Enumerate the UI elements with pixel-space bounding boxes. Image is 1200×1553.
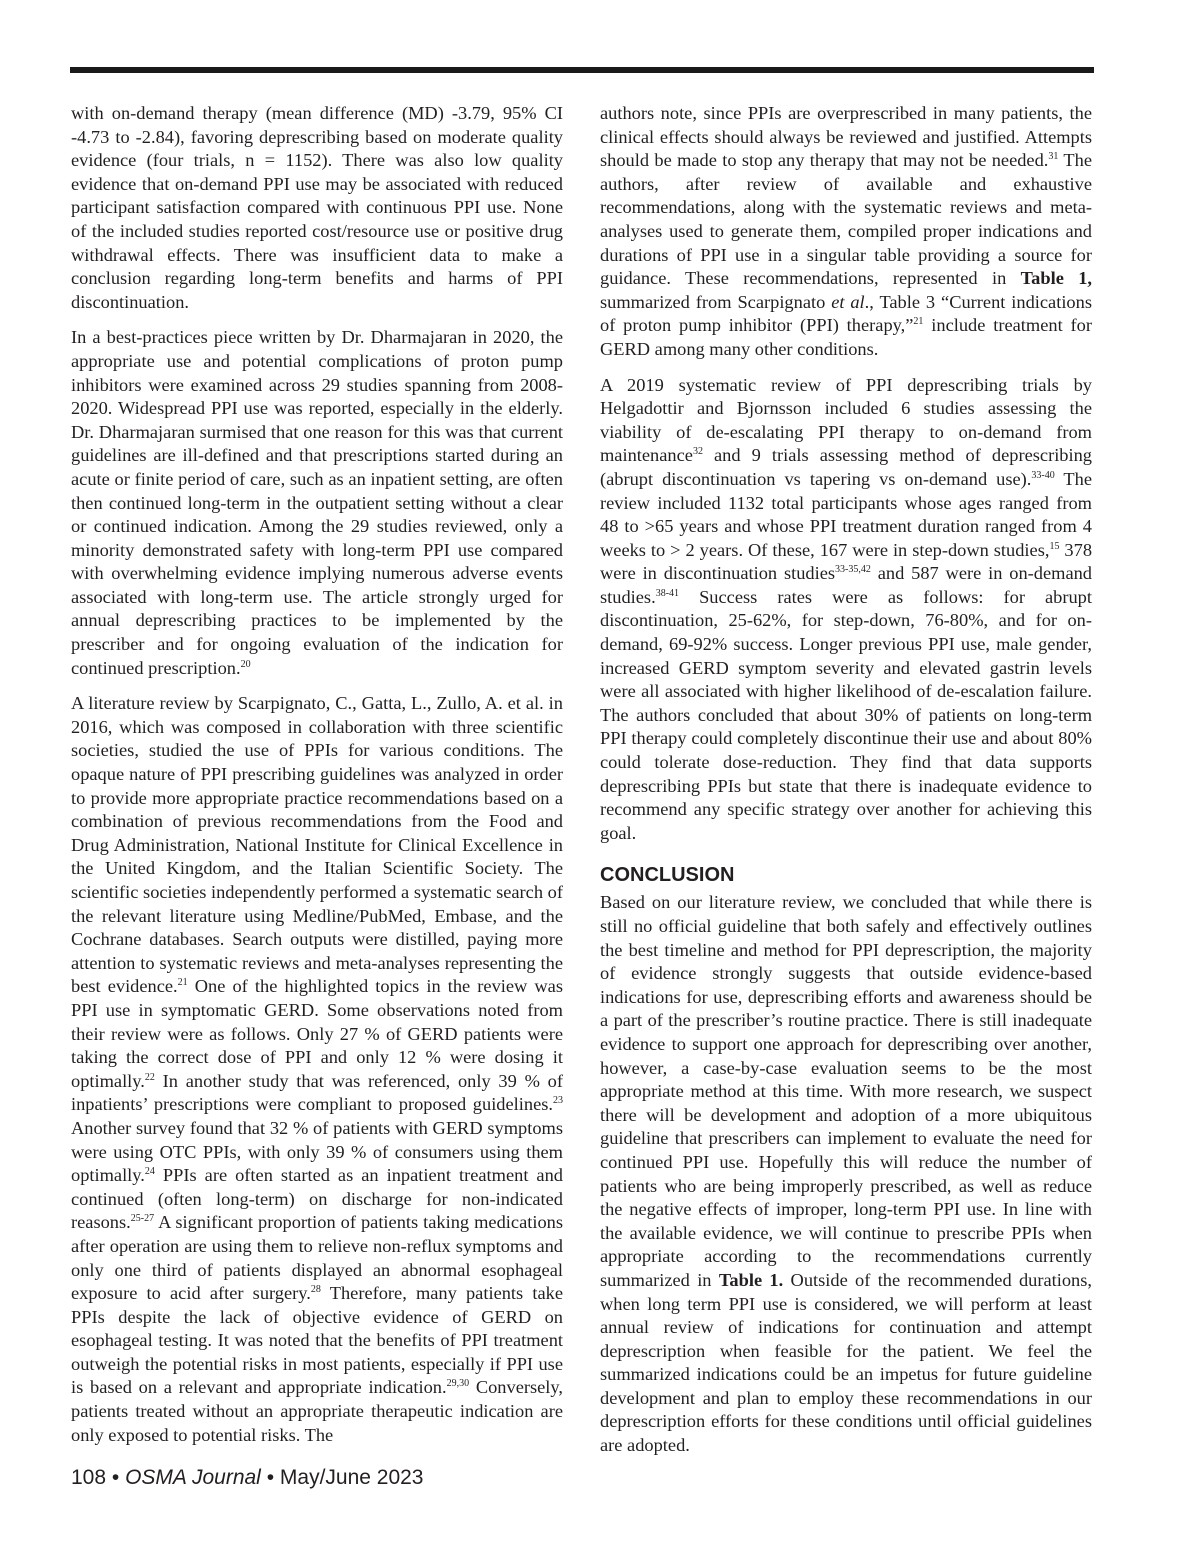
- paragraph-dharmajaran: In a best-practices piece written by Dr. Dharmajaran in 2020, the appropriate use and potential complications of proton pump inhibitors were examined across 29 studies spanning from 2008-2020. Widespread PPI use was reported, especially in the elderly. Dr. Dharmajaran surmised that one reason for this was that current guidelines are ill-defined and that prescriptions started during an acute or finite period of care, such as an inpatient setting, are often then continued long-term in the outpatient setting without a clear or continued indication. Among the 29 studies reviewed, only a minority demonstrated safety with long-term PPI use compared with overwhelming evidence implying numerous adverse events associated with long-term use. The article strongly urged for annual deprescribing practices to be implemented by the prescriber and for ongoing evaluation of the indication for continued prescription.$^{20}$: [71, 327, 563, 678]
- conclusion-heading: CONCLUSION: [600, 864, 735, 887]
- paragraph-helgadottir-review: A 2019 systematic review of PPI deprescribing trials by Helgadottir and Bjornsson included 6 studies assessing the viability of de-escalating PPI therapy to on-demand from maintenance$^{32}$ and 9 trials assessing method of deprescribing (abrupt discontinuation vs tapering vs on-demand use).$^{33-40}$ The review included 1132 total participants whose ages ranged from 48 to >65 years and whose PPI treatment duration ranged from 4 weeks to > 2 years. Of these, 167 were in step-down studies,$^{15}$ 378 were in discontinuation studies$^{33-35,42}$ and 587 were in on-demand studies.$^{38-41}$ Success rates were as follows: for abrupt discontinuation, 25-62%, for step-down, 76-80%, and for on-demand, 69-92% success. Longer previous PPI use, male gender, increased GERD symptom severity and elevated gastrin levels were all associated with higher likelihood of de-escalation failure. The authors concluded that about 30% of patients on long-term PPI therapy could completely discontinue their use and about 80% could tolerate dose-reduction. They find that data supports deprescribing PPIs but state that there is inadequate evidence to recommend any specific strategy over another for achieving this goal.: [600, 374, 1093, 843]
- citation-ref: 29,30: [446, 1378, 470, 1390]
- page-footer: 108 • OSMA Journal • May/June 2023: [71, 1466, 424, 1489]
- citation-ref: 31: [1048, 151, 1059, 163]
- table-reference: Table 1,: [1020, 268, 1092, 289]
- journal-name: OSMA Journal: [125, 1466, 261, 1489]
- citation-ref: 21: [913, 316, 924, 328]
- citation-ref: 24: [144, 1166, 155, 1178]
- citation-ref: 23: [553, 1095, 563, 1107]
- right-column: [600, 102, 1092, 1470]
- page-number: 108: [71, 1466, 107, 1489]
- table-reference: Table 1.: [718, 1269, 784, 1290]
- citation-ref: 28: [310, 1284, 321, 1296]
- citation-ref: 32: [692, 446, 703, 458]
- left-column: [71, 102, 563, 1459]
- paragraph-ondemand-results: with on-demand therapy (mean difference (MD) -3.79, 95% CI -4.73 to -2.84), favoring deprescribing based on moderate quality evidence (four trials, n = 1152). There was also low quality evidence that on-demand PPI use may be associated with reduced participant satisfaction compared with continuous PPI use. None of the included studies reported cost/resource use or positive drug withdrawal effects. There was insufficient data to make a conclusion regarding long-term benefits and harms of PPI discontinuation.: [71, 103, 563, 312]
- citation-ref: 20: [240, 658, 251, 670]
- header-rule: [70, 67, 1094, 73]
- issue-date: May/June 2023: [279, 1466, 424, 1489]
- citation-ref: 22: [144, 1071, 155, 1083]
- paragraph-scarpignato: A literature review by Scarpignato, C., Gatta, L., Zullo, A. et al. in 2016, which was composed in collaboration with three scientific societies, studied the use of PPIs for various conditions. The opaque nature of PPI prescribing guidelines was analyzed in order to provide more appropriate practice recommendations based on a combination of previous recommendations from the Food and Drug Administration, National Institute for Clinical Excellence in the United Kingdom, and the Italian Scientific Society. The scientific societies independently performed a systematic search of the relevant literature using Medline/PubMed, Embase, and the Cochrane databases. Search outputs were distilled, paying more attention to systematic reviews and meta-analyses representing the best evidence.$^{21}$ One of the highlighted topics in the review was PPI use in symptomatic GERD. Some observations noted from their review were as follows. Only 27 % of GERD patients were taking the correct dose of PPI and only 12 % were dosing it optimally.$^{22}$ In another study that was referenced, only 39 % of inpatients’ prescriptions were compliant to proposed guidelines.$^{23}$ Another survey found that 32 % of patients with GERD symptoms were using OTC PPIs, with only 39 % of consumers using them optimally.$^{24}$ PPIs are often started as an inpatient treatment and continued (often long-term) on discharge for non-indicated reasons.$^{25-27}$ A significant proportion of patients taking medications after operation are using them to relieve non-reflux symptoms and only one third of patients displayed an abnormal esophageal exposure to acid after surgery.$^{28}$ Therefore, many patients take PPIs despite the lack of objective evidence of GERD on esophageal testing. It was noted that the benefits of PPI treatment outweigh the potential risks in most patients, especially if PPI use is based on a relevant and appropriate indication.$^{29,30}$ Conversely, patients treated without an appropriate therapeutic indication are only exposed to potential risks. The: [71, 693, 564, 1445]
- citation-ref: 38-41: [655, 587, 680, 599]
- paragraph-authors-note: authors note, since PPIs are overprescribed in many patients, the clinical effects should always be reviewed and justified. Attempts should be made to stop any therapy that may not be needed.$^{31}$ The authors, after review of available and exhaustive recommendations, along with the systematic reviews and meta-analyses used to generate them, compiled proper indications and durations of PPI use in a singular table providing a source for guidance. These recommendations, represented in Table 1, summarized from Scarpignato et al., Table 3 “Current indications of proton pump inhibitor (PPI) therapy,”$^{21}$ include treatment for GERD among many other conditions.: [600, 103, 1092, 359]
- citation-ref: 15: [1049, 540, 1060, 552]
- citation-ref: 33-40: [1031, 469, 1055, 481]
- citation-ref: 33-35,42: [835, 564, 871, 576]
- citation-ref: 21: [177, 977, 188, 989]
- paragraph-conclusion: Based on our literature review, we concluded that while there is still no official guideline that both safely and effectively outlines the best timeline and method for PPI deprescription, the majority of evidence strongly suggests that outside evidence-based indications for use, deprescribing efforts and awareness should be a part of the prescriber’s routine practice. There is still inadequate evidence to support one approach for deprescribing over another, however, a case-by-case evaluation seems to be the most appropriate method at this time. With more research, we suspect there will be development and adoption of a more ubiquitous guideline that prescribers can implement to evaluate the need for continued PPI use. Hopefully this will reduce the number of patients who are being improperly prescribed, as well as reduce the negative effects of improper, long-term PPI use. In line with the available evidence, we will continue to prescribe PPIs when appropriate according to the recommendations currently summarized in Table 1. Outside of the recommended durations, when long term PPI use is considered, we will perform at least annual review of indications for continuation and attempt deprescription when feasible for the patient. We feel the summarized indications could be an impetus for future guideline development and plan to employ these recommendations in our deprescription efforts for these conditions until official guidelines are adopted.: [600, 892, 1092, 1456]
- citation-ref: 25-27: [130, 1213, 155, 1225]
